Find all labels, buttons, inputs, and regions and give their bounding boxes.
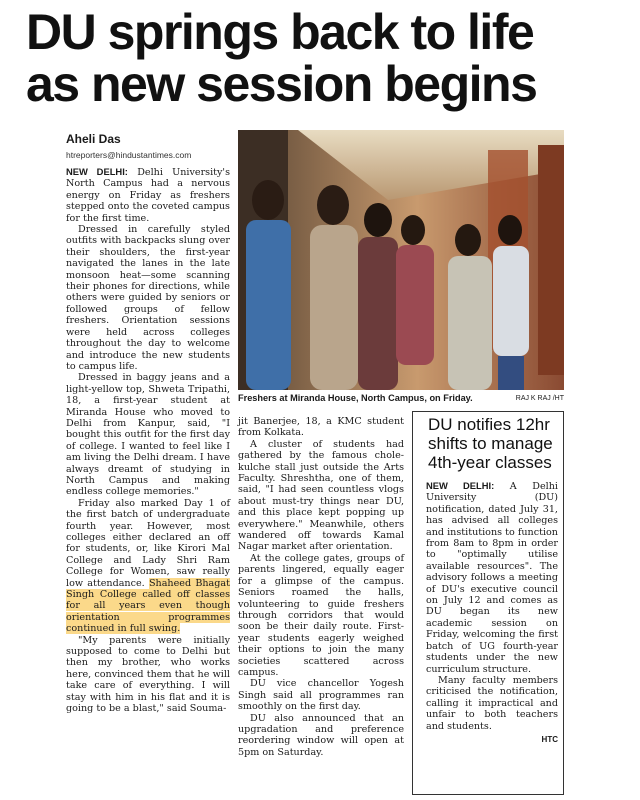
- sidebar-paragraph: NEW DELHI: A Delhi University (DU) notification, dated July 31, has advised all colleges and institutions to function from 8am to 8pm in order to "optimally utilise available resources". The advisory follows a meeting of DU's executive council on July 12 and comes as DU began its new academic session on Friday, welcoming the first batch of UG fourth-year students under the new curriculum structure.: [426, 480, 558, 675]
- photo-caption: [238, 393, 564, 403]
- article-paragraph: Dressed in baggy jeans and a light-yellow top, Shweta Tripathi, 18, a first-year student at Miranda House who moved to Delhi from Kanpur, said, "I bought this outfit for the first day of college. I wanted to feel like I am living the Delhi dream. I have always dreamt of studying in North Campus and making endless college memories.": [66, 372, 230, 498]
- article-paragraph: A cluster of students had gathered by the famous chole-kulche stall just outside the Arts Faculty. Shreshtha, one of them, said, "I had seen countless vlogs about must-try things near DU, and this place kept popping up everywhere." Meanwhile, others wandered off towards Kamal Nagar market after orientation.: [238, 438, 404, 553]
- byline-author: Aheli Das: [66, 132, 121, 146]
- sidebar-paragraph: Many faculty members criticised the notification, calling it impractical and unfair to both teachers and students.: [426, 674, 558, 732]
- article-paragraph: NEW DELHI: Delhi University's North Campus had a nervous energy on Friday as freshers stepped onto the coveted campus for the first time.: [66, 166, 230, 224]
- sidebar-dateline: NEW DELHI:: [426, 480, 495, 491]
- headline: DU springs back to life as new session begins: [26, 4, 537, 112]
- photo-credit: RAJ K RAJ /HT: [515, 395, 564, 402]
- sidebar-signature: HTC: [541, 734, 558, 744]
- highlighted-text: Shaheed Bhagat Singh College called off classes for all years even though orientation programmes continued in full swing.: [66, 577, 230, 635]
- article-paragraph: Dressed in carefully styled outfits with backpacks slung over their shoulders, the first-year navigated the lanes in the late monsoon heat—some scanning their phones for directions, while others were guided by seniors or followed groups of fellow freshers. Orientation sessions were held across colleges throughout the day to welcome and introduce the new students to campus life.: [66, 224, 230, 372]
- students-photo-illustration: [238, 130, 564, 390]
- article-paragraph: Friday also marked Day 1 of the first batch of undergraduate fourth year. However, most colleges either declared an off for students, or, like Kirori Mal College and Lady Shri Ram College for Women, saw really low attendance. Shaheed Bhagat Singh College called off classes for all years even though orientation programmes continued in full swing.: [66, 497, 230, 635]
- article-paragraph: At the college gates, groups of parents lingered, equally eager for a glimpse of the campus. Seniors roamed the halls, volunteering to guide freshers through corridors that would soon be their daily route. First-year students eagerly weighed their options to join the many societies scattered across campus.: [238, 552, 404, 678]
- caption-text: Freshers at Miranda House, North Campus, on Friday.: [238, 393, 473, 403]
- byline-email: htreporters@hindustantimes.com: [66, 150, 192, 160]
- article-column-2: [238, 416, 404, 758]
- article-column-1: [66, 166, 230, 715]
- sidebar-body: [426, 480, 558, 745]
- sidebar-story: [412, 411, 564, 795]
- news-photo: [238, 130, 564, 390]
- article-paragraph: "My parents were initially supposed to come to Delhi but then my brother, who works here, convinced them that he will take care of everything. I will stay with him in his flat and it is going to be a blast," said Souma-: [66, 634, 230, 715]
- sidebar-headline: DU notifies 12hr shifts to manage 4th-year classes: [428, 415, 553, 472]
- article-paragraph: jit Banerjee, 18, a KMC student from Kolkata.: [238, 416, 404, 439]
- article-paragraph: DU vice chancellor Yogesh Singh said all programmes ran smoothly on the first day.: [238, 678, 404, 713]
- article-paragraph: DU also announced that an upgradation and preference reordering window will open at 5pm on Saturday.: [238, 712, 404, 758]
- dateline: NEW DELHI:: [66, 166, 128, 177]
